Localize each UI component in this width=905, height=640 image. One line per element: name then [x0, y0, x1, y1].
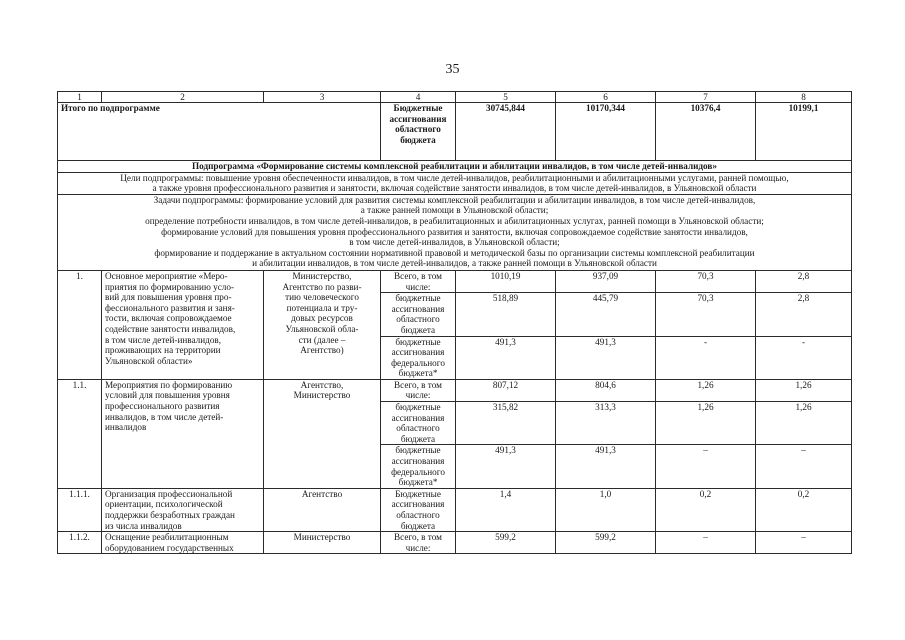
col-num: 8 [756, 92, 852, 103]
value-cell: 10170,344 [556, 103, 656, 161]
subprogram-tasks: Задачи подпрограммы: формирование условий для развития системы комплексной реабилитации и абилитации инвалидов, в том числе детей-инвалидов, а также ранней помощи в Ульяновской области; определение потребности инвалидов, в том числе детей-инвалидов, в реабилитационных и абилитационных услугах, ранней помощи в Ульяновской области; формирование условий для повышения уровня профессионального развития и занятости, включая сопровождаемое содействие занятости инвалидов, в том числе детей-инвалидов, в Ульяновской области; формирование и поддержание в актуальном состоянии нормативной правовой и методической базы по организации системы комплексной реабилитации и абилитации инвалидов, в том числе детей-инвалидов, а также ранней помощи в Ульяновской области [58, 194, 852, 270]
row-number: 1. [58, 270, 102, 379]
activity-name: Организация профессиональной ориентации, психологической поддержки безработных граждан из числа инвалидов [102, 488, 264, 531]
value-cell: 70,3 [656, 293, 756, 336]
col-num: 2 [102, 92, 264, 103]
funding-source: Всего, в том числе: [381, 532, 456, 554]
funding-source: бюджетные ассигнования федерального бюджета* [381, 445, 456, 488]
tasks-row [58, 194, 852, 270]
total-label: Итого по подпрограмме [58, 103, 381, 161]
funding-source: Всего, в том числе: [381, 379, 456, 401]
table-row [58, 532, 852, 554]
value-cell: 313,3 [556, 402, 656, 445]
row-number: 1.1. [58, 379, 102, 488]
activity-name: Основное мероприятие «Меро- приятия по формированию усло- вий для повышения уровня про- фессионального развития и заня- тости, включая сопровождаемое содействие занятости инвалидов, в том числе детей-инвалидов, проживающих на территории Ульяновской области» [102, 270, 264, 379]
value-cell: 1010,19 [456, 270, 556, 292]
value-cell: 30745,844 [456, 103, 556, 161]
executor: Агентство [264, 488, 381, 531]
col-num: 5 [456, 92, 556, 103]
subprogram-title-row [58, 161, 852, 173]
value-cell: 10376,4 [656, 103, 756, 161]
column-number-row [58, 92, 852, 103]
funding-source: Бюджетные ассигнования областного бюджета [381, 103, 456, 161]
value-cell: 1,26 [756, 379, 852, 401]
value-cell: 599,2 [456, 532, 556, 554]
funding-source: Бюджетные ассигнования областного бюджета [381, 488, 456, 531]
table-row [58, 379, 852, 401]
funding-source: бюджетные ассигнования областного бюджета [381, 402, 456, 445]
table-row [58, 270, 852, 292]
value-cell: 0,2 [756, 488, 852, 531]
value-cell: – [756, 532, 852, 554]
subprogram-goals: Цели подпрограммы: повышение уровня обеспеченности инвалидов, в том числе детей-инвалидов, реабилитационными и абилитационными услугами, ранней помощью, а также уровня профессионального развития и занятости, включая содействие занятости инвалидов, в том числе детей-инвалидов, в Ульяновской области [58, 172, 852, 194]
value-cell: – [656, 532, 756, 554]
value-cell: 1,26 [656, 379, 756, 401]
value-cell: 0,2 [656, 488, 756, 531]
value-cell: 10199,1 [756, 103, 852, 161]
value-cell: 2,8 [756, 270, 852, 292]
value-cell: 70,3 [656, 270, 756, 292]
funding-source: Всего, в том числе: [381, 270, 456, 292]
executor: Агентство, Министерство [264, 379, 381, 488]
value-cell: 445,79 [556, 293, 656, 336]
goals-row [58, 172, 852, 194]
col-num: 6 [556, 92, 656, 103]
executor: Министерство [264, 532, 381, 554]
col-num: 3 [264, 92, 381, 103]
executor: Министерство, Агентство по разви- тию человеческого потенциала и тру- довых ресурсов Ульяновской обла- сти (далее – Агентство) [264, 270, 381, 379]
value-cell: 1,0 [556, 488, 656, 531]
value-cell: – [656, 445, 756, 488]
subprogram-title: Подпрограмма «Формирование системы комплексной реабилитации и абилитации инвалидов, в том числе детей-инвалидов» [58, 161, 852, 173]
value-cell: 315,82 [456, 402, 556, 445]
activity-name: Оснащение реабилитационным оборудованием государственных [102, 532, 264, 554]
value-cell: 1,4 [456, 488, 556, 531]
value-cell: 807,12 [456, 379, 556, 401]
funding-source: бюджетные ассигнования областного бюджета [381, 293, 456, 336]
value-cell: 1,26 [656, 402, 756, 445]
row-number: 1.1.1. [58, 488, 102, 531]
value-cell: 491,3 [556, 336, 656, 379]
row-number: 1.1.2. [58, 532, 102, 554]
col-num: 1 [58, 92, 102, 103]
total-row [58, 103, 852, 161]
table-row [58, 488, 852, 531]
col-num: 7 [656, 92, 756, 103]
value-cell: – [756, 445, 852, 488]
value-cell: 518,89 [456, 293, 556, 336]
funding-source: бюджетные ассигнования федерального бюджета* [381, 336, 456, 379]
value-cell: - [756, 336, 852, 379]
value-cell: 804,6 [556, 379, 656, 401]
value-cell: 491,3 [556, 445, 656, 488]
value-cell: 1,26 [756, 402, 852, 445]
col-num: 4 [381, 92, 456, 103]
value-cell: 491,3 [456, 336, 556, 379]
program-table [57, 91, 852, 554]
value-cell: 2,8 [756, 293, 852, 336]
value-cell: 937,09 [556, 270, 656, 292]
value-cell: 491,3 [456, 445, 556, 488]
value-cell: 599,2 [556, 532, 656, 554]
activity-name: Мероприятия по формированию условий для повышения уровня профессионального развития инвалидов, в том числе детей- инвалидов [102, 379, 264, 488]
page-number: 35 [445, 62, 460, 77]
value-cell: - [656, 336, 756, 379]
